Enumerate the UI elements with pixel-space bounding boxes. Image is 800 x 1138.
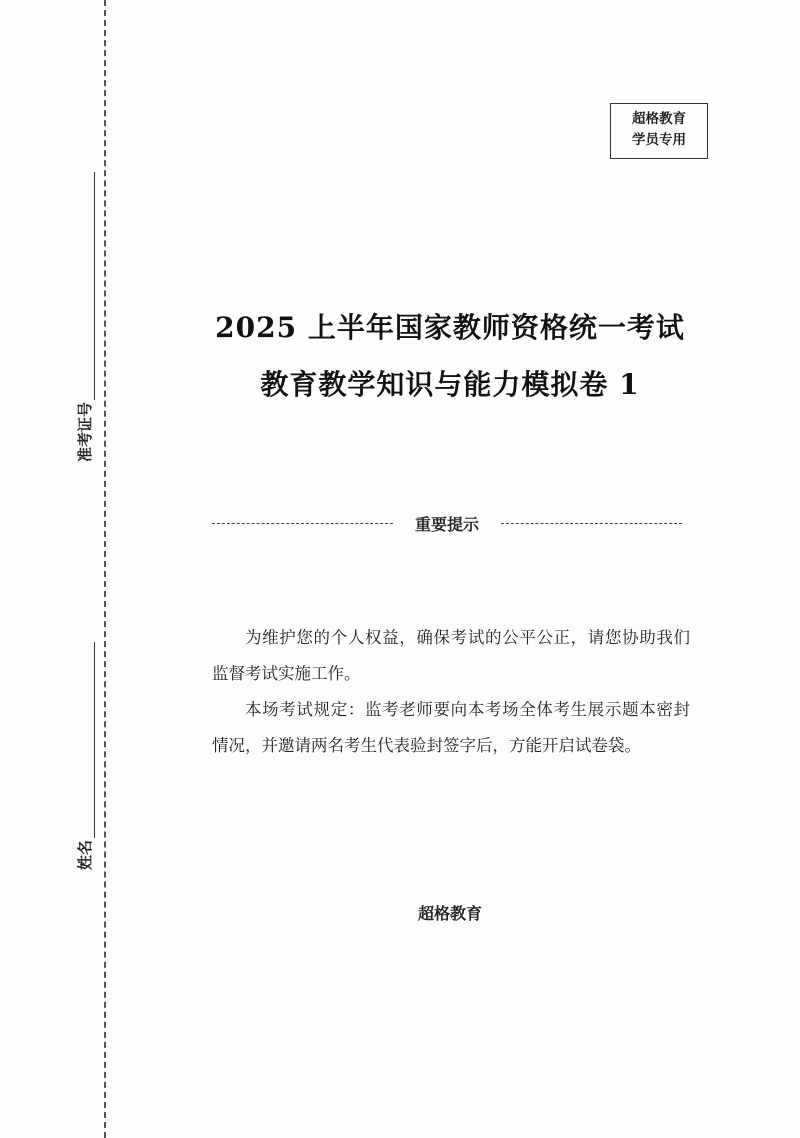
exam-id-underline	[94, 172, 95, 400]
exam-id-field	[74, 172, 95, 462]
binding-dashed-line	[104, 0, 106, 1138]
student-use-stamp	[610, 103, 708, 159]
name-field	[74, 642, 95, 870]
notice-heading-row	[212, 512, 682, 535]
notice-body	[212, 620, 690, 764]
stamp-line-1: 超格教育	[632, 111, 686, 127]
notice-heading: 重要提示	[415, 515, 480, 534]
footer-brand: 超格教育	[417, 904, 482, 923]
exam-id-label: 准考证号	[76, 401, 94, 462]
notice-paragraph: 为维护您的个人权益，确保考试的公平公正，请您协助我们监督考试实施工作。	[212, 628, 690, 683]
name-label: 姓名	[76, 839, 94, 870]
exam-subtitle: 教育教学知识与能力模拟卷 1	[260, 368, 640, 401]
right-dash-divider	[501, 523, 682, 524]
notice-paragraph: 本场考试规定：监考老师要向本考场全体考生展示题本密封情况，并邀请两名考生代表验封签字后，方能开启试卷袋。	[212, 700, 690, 755]
exam-title: 2025 上半年国家教师资格统一考试	[215, 311, 685, 344]
left-dash-divider	[212, 523, 393, 524]
stamp-line-2: 学员专用	[632, 132, 686, 148]
name-underline	[94, 642, 95, 838]
